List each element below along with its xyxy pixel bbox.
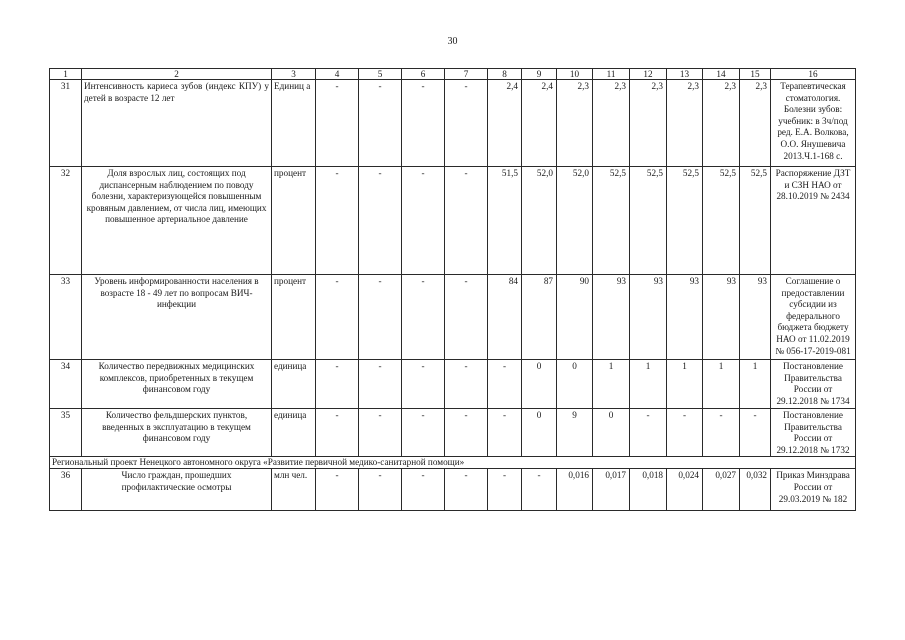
- col-header-12: 12: [630, 69, 667, 80]
- row-number: 33: [50, 275, 82, 360]
- value-cell: -: [402, 469, 445, 511]
- value-cell: 0: [522, 360, 557, 409]
- value-cell: 2,3: [740, 80, 771, 167]
- value-cell: -: [359, 275, 402, 360]
- value-cell: -: [316, 469, 359, 511]
- source-document: Приказ Минздрава России от 29.03.2019 № 182: [771, 469, 856, 511]
- page-number: 30: [447, 36, 458, 47]
- indicator-name: Количество фельдшерских пунктов, введенных в эксплуатацию в текущем финансовом году: [82, 409, 272, 457]
- value-cell: -: [740, 409, 771, 457]
- value-cell: 2,3: [630, 80, 667, 167]
- value-cell: 2,3: [557, 80, 593, 167]
- value-cell: 0,032: [740, 469, 771, 511]
- value-cell: 52,5: [593, 167, 630, 275]
- value-cell: 1: [630, 360, 667, 409]
- value-cell: 52,5: [740, 167, 771, 275]
- source-document: Постановление Правительства России от 29.12.2018 № 1732: [771, 409, 856, 457]
- value-cell: 1: [667, 360, 703, 409]
- value-cell: 0,018: [630, 469, 667, 511]
- column-number-row: [50, 69, 856, 80]
- col-header-9: 9: [522, 69, 557, 80]
- value-cell: 93: [667, 275, 703, 360]
- source-document: Соглашение о предоставлении субсидии из федерального бюджета бюджету НАО от 11.02.2019 № 056-17-2019-081: [771, 275, 856, 360]
- row-number: 31: [50, 80, 82, 167]
- value-cell: -: [402, 80, 445, 167]
- value-cell: 52,5: [703, 167, 740, 275]
- col-header-8: 8: [488, 69, 522, 80]
- value-cell: 0: [557, 360, 593, 409]
- value-cell: -: [445, 80, 488, 167]
- indicator-name: Доля взрослых лиц, состоящих под диспансерным наблюдением по поводу болезни, характеризующейся повышенным кровяным давлением, от числа лиц, имеющих повышенное артериальное давление: [82, 167, 272, 275]
- value-cell: 0,027: [703, 469, 740, 511]
- value-cell: 93: [703, 275, 740, 360]
- table-row: [50, 360, 856, 409]
- source-document: Постановление Правительства России от 29.12.2018 № 1734: [771, 360, 856, 409]
- value-cell: 2,3: [703, 80, 740, 167]
- indicator-name: Интенсивность кариеса зубов (индекс КПУ) у детей в возрасте 12 лет: [82, 80, 272, 167]
- value-cell: -: [445, 167, 488, 275]
- value-cell: -: [316, 360, 359, 409]
- col-header-7: 7: [445, 69, 488, 80]
- value-cell: 2,3: [667, 80, 703, 167]
- value-cell: 84: [488, 275, 522, 360]
- value-cell: 87: [522, 275, 557, 360]
- row-number: 32: [50, 167, 82, 275]
- indicators-table: [49, 68, 856, 511]
- value-cell: -: [445, 360, 488, 409]
- value-cell: 52,0: [522, 167, 557, 275]
- value-cell: 52,5: [667, 167, 703, 275]
- unit-cell: млн чел.: [272, 469, 316, 511]
- value-cell: -: [630, 409, 667, 457]
- value-cell: -: [488, 469, 522, 511]
- value-cell: -: [488, 360, 522, 409]
- value-cell: 1: [703, 360, 740, 409]
- value-cell: -: [316, 80, 359, 167]
- col-header-10: 10: [557, 69, 593, 80]
- col-header-14: 14: [703, 69, 740, 80]
- value-cell: 0,016: [557, 469, 593, 511]
- indicator-name: Уровень информированности населения в возрасте 18 - 49 лет по вопросам ВИЧ-инфекции: [82, 275, 272, 360]
- table-row: [50, 167, 856, 275]
- value-cell: -: [667, 409, 703, 457]
- value-cell: -: [402, 167, 445, 275]
- value-cell: -: [445, 275, 488, 360]
- value-cell: -: [445, 469, 488, 511]
- table-row: [50, 275, 856, 360]
- col-header-2: 2: [82, 69, 272, 80]
- value-cell: -: [316, 275, 359, 360]
- unit-cell: процент: [272, 167, 316, 275]
- value-cell: 0,017: [593, 469, 630, 511]
- value-cell: 2,3: [593, 80, 630, 167]
- value-cell: 1: [593, 360, 630, 409]
- value-cell: 9: [557, 409, 593, 457]
- value-cell: 0: [593, 409, 630, 457]
- value-cell: 93: [630, 275, 667, 360]
- row-number: 36: [50, 469, 82, 511]
- value-cell: -: [703, 409, 740, 457]
- table-row: [50, 409, 856, 457]
- table-row: [50, 80, 856, 167]
- value-cell: -: [359, 360, 402, 409]
- value-cell: 51,5: [488, 167, 522, 275]
- value-cell: 2,4: [522, 80, 557, 167]
- unit-cell: единица: [272, 360, 316, 409]
- value-cell: -: [316, 409, 359, 457]
- value-cell: 52,5: [630, 167, 667, 275]
- value-cell: 90: [557, 275, 593, 360]
- value-cell: -: [359, 409, 402, 457]
- value-cell: 93: [740, 275, 771, 360]
- value-cell: -: [488, 409, 522, 457]
- col-header-6: 6: [402, 69, 445, 80]
- value-cell: 2,4: [488, 80, 522, 167]
- indicator-name: Количество передвижных медицинских комплексов, приобретенных в текущем финансовом году: [82, 360, 272, 409]
- section-row: [50, 457, 856, 469]
- col-header-11: 11: [593, 69, 630, 80]
- value-cell: 0,024: [667, 469, 703, 511]
- value-cell: -: [402, 360, 445, 409]
- value-cell: -: [402, 409, 445, 457]
- col-header-3: 3: [272, 69, 316, 80]
- unit-cell: Единиц а: [272, 80, 316, 167]
- value-cell: -: [359, 167, 402, 275]
- unit-cell: процент: [272, 275, 316, 360]
- col-header-4: 4: [316, 69, 359, 80]
- unit-cell: единица: [272, 409, 316, 457]
- value-cell: -: [522, 469, 557, 511]
- col-header-5: 5: [359, 69, 402, 80]
- table-row: [50, 469, 856, 511]
- col-header-13: 13: [667, 69, 703, 80]
- section-title: Региональный проект Ненецкого автономного округа «Развитие первичной медико-санитарной помощи»: [50, 457, 856, 469]
- value-cell: 93: [593, 275, 630, 360]
- value-cell: 1: [740, 360, 771, 409]
- col-header-16: 16: [771, 69, 856, 80]
- indicator-name: Число граждан, прошедших профилактические осмотры: [82, 469, 272, 511]
- value-cell: -: [445, 409, 488, 457]
- col-header-1: 1: [50, 69, 82, 80]
- value-cell: -: [359, 469, 402, 511]
- col-header-15: 15: [740, 69, 771, 80]
- value-cell: 0: [522, 409, 557, 457]
- source-document: Терапевтическая стоматология. Болезни зубов: учебник: в 3ч/под ред. Е.А. Волкова, О.О. Янушевича 2013.Ч.1-168 с.: [771, 80, 856, 167]
- value-cell: -: [402, 275, 445, 360]
- source-document: Распоряжение ДЗТ и СЗН НАО от 28.10.2019 № 2434: [771, 167, 856, 275]
- value-cell: 52,0: [557, 167, 593, 275]
- value-cell: -: [359, 80, 402, 167]
- row-number: 35: [50, 409, 82, 457]
- row-number: 34: [50, 360, 82, 409]
- value-cell: -: [316, 167, 359, 275]
